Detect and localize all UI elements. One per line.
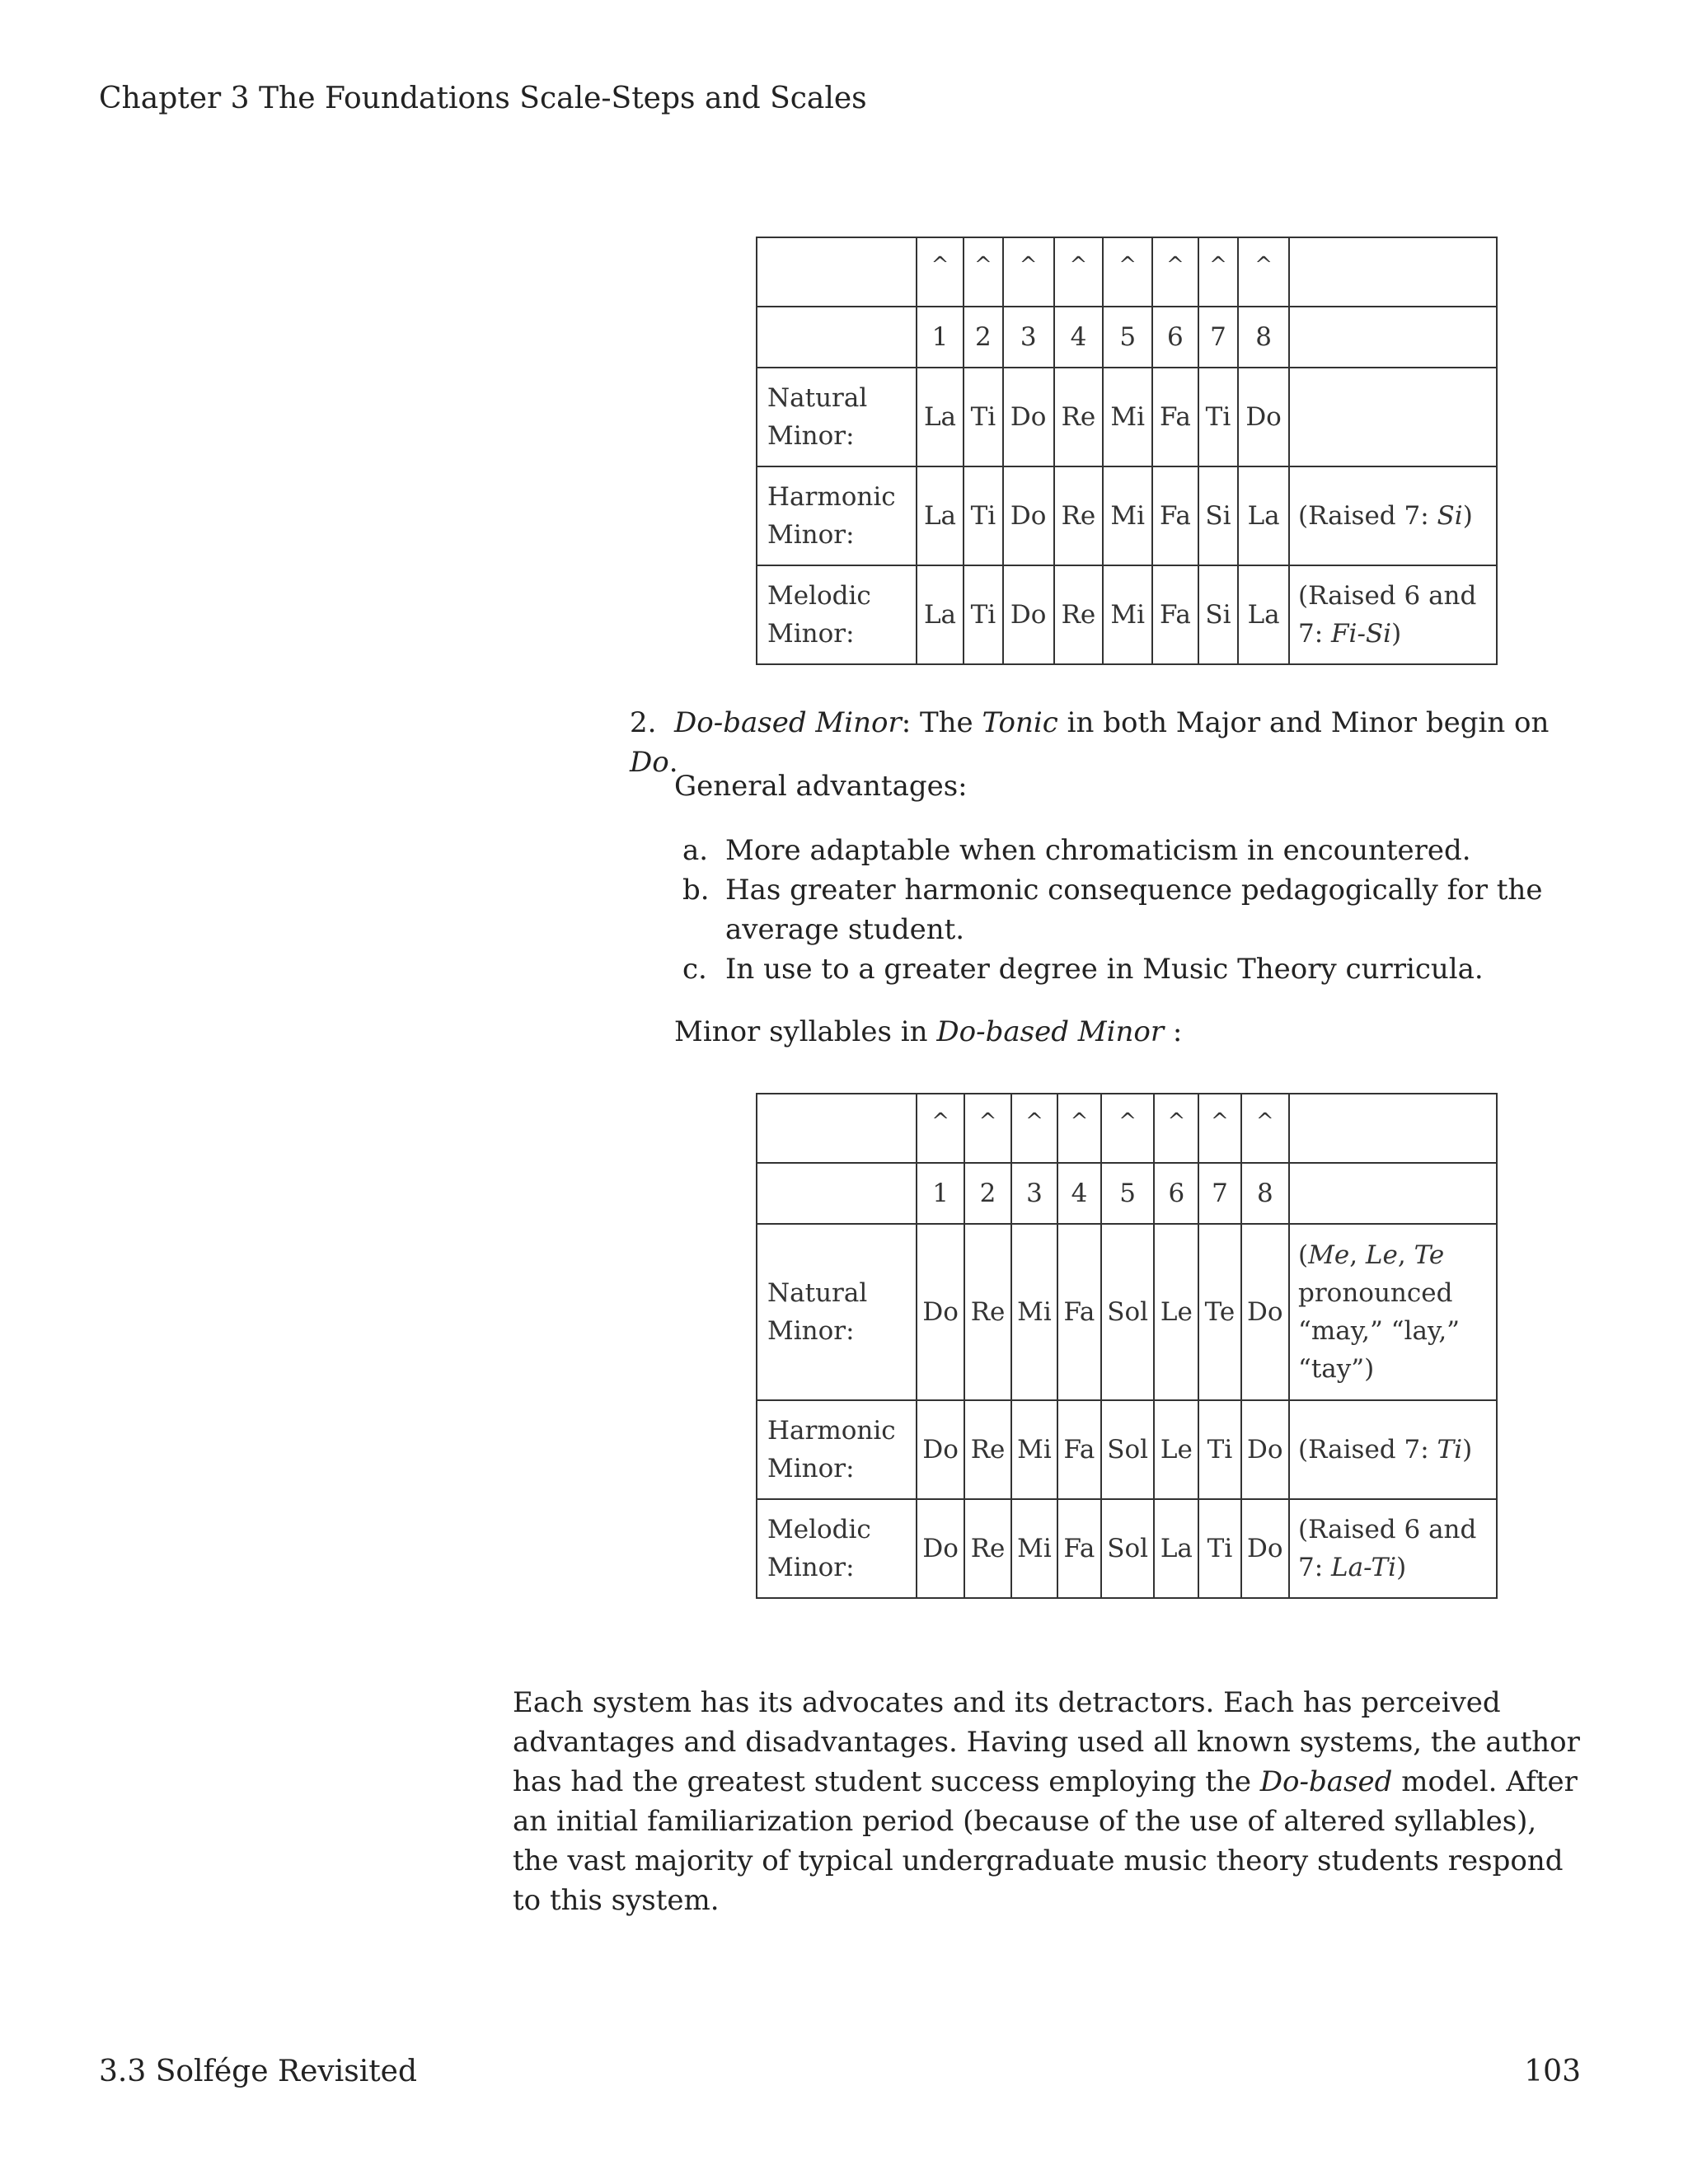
page-number: 103 [1524,2055,1581,2088]
syllable-cell: La [1238,466,1289,565]
syllable-cell: La [917,565,964,664]
caret-cell: ^ [1011,1094,1057,1163]
syllable-cell: La [917,466,964,565]
natural-minor-row [757,1224,1497,1400]
syllable-cell: Mi [1103,368,1152,466]
footer-section-title: 3.3 Solfége Revisited [99,2055,418,2088]
syllable-cell: Re [1054,466,1104,565]
degree-cell: 8 [1241,1163,1289,1224]
caret-cell: ^ [1154,1094,1198,1163]
syllable-cell: Do [1003,565,1054,664]
syllable-cell: Re [1054,368,1104,466]
syllable-cell: Ti [964,565,1003,664]
syllable-cell: Te [1198,1224,1240,1400]
caret-cell: ^ [917,1094,964,1163]
caret-cell: ^ [1054,237,1104,307]
syllable-cell: Do [917,1400,964,1499]
syllable-cell: Ti [1198,1400,1240,1499]
syllable-cell: Ti [1198,368,1238,466]
degree-cell: 1 [917,307,964,368]
melodic-minor-row [757,1499,1497,1598]
syllable-cell: Mi [1103,565,1152,664]
caret-cell: ^ [917,237,964,307]
syllable-cell: Fa [1152,466,1198,565]
syllable-cell: Ti [1198,1499,1240,1598]
term: Do-based Minor [674,706,902,739]
degree-cell: 3 [1011,1163,1057,1224]
syllable-cell: Fa [1152,565,1198,664]
empty-cell [757,307,917,368]
caret-cell: ^ [1241,1094,1289,1163]
row-label: Harmonic Minor: [757,1400,917,1499]
degree-cell: 5 [1103,307,1152,368]
degree-row [757,307,1497,368]
note-cell: (Raised 7: Ti) [1289,1400,1497,1499]
degree-cell: 1 [917,1163,964,1224]
empty-cell [757,237,917,307]
syllable-cell: Do [917,1224,964,1400]
closing-paragraph: Each system has its advocates and its detractors. Each has perceived advantages and disadvantages. Having used all known systems, the author has had the greatest student success employing the Do-based model. After an initial familiarization period (because of the use of altered syllables), the vast majority of typical undergraduate music theory students respond to this system. [513,1686,1580,1917]
degree-cell: 7 [1198,1163,1240,1224]
running-head: Chapter 3 The Foundations Scale-Steps and Scales [99,82,867,115]
degree-cell: 8 [1238,307,1289,368]
list-item: c. In use to a greater degree in Music Theory curricula. [682,953,1484,986]
caret-row [757,1094,1497,1163]
syllable-cell: Sol [1101,1499,1155,1598]
syllable-cell: Sol [1101,1400,1155,1499]
syllable-cell: Si [1198,565,1238,664]
syllable-cell: Sol [1101,1224,1155,1400]
syllable-cell: Mi [1011,1224,1057,1400]
harmonic-minor-row [757,1400,1497,1499]
do-term: Do [630,746,669,779]
advantages-list [674,831,1581,989]
empty-cell [1289,237,1497,307]
note-cell: (Raised 6 and 7: La-Ti) [1289,1499,1497,1598]
note-cell: (Raised 7: Si) [1289,466,1497,565]
la-based-minor-table-wrap [756,237,1498,665]
syllable-cell: Re [964,1400,1010,1499]
syllable-cell: Do [1241,1400,1289,1499]
harmonic-minor-row [757,466,1497,565]
empty-cell [1289,307,1497,368]
row-label: Harmonic Minor: [757,466,917,565]
syllable-cell: Do [917,1499,964,1598]
syllable-cell: Le [1154,1224,1198,1400]
list-number: 2. [630,706,657,739]
syllable-cell: Si [1198,466,1238,565]
degree-row [757,1163,1497,1224]
empty-cell [1289,1094,1497,1163]
advantages-heading: General advantages: [674,770,968,803]
syllable-cell: Fa [1057,1224,1101,1400]
syllable-cell: Fa [1057,1499,1101,1598]
note-cell [1289,368,1497,466]
syllable-cell: Do [1003,466,1054,565]
syllable-cell: Mi [1103,466,1152,565]
caret-cell: ^ [1003,237,1054,307]
syllable-cell: Re [964,1499,1010,1598]
row-label: Melodic Minor: [757,1499,917,1598]
degree-cell: 6 [1152,307,1198,368]
syllable-cell: La [917,368,964,466]
degree-cell: 2 [964,1163,1010,1224]
syllable-cell: Fa [1152,368,1198,466]
row-label: Natural Minor: [757,368,917,466]
degree-cell: 2 [964,307,1003,368]
degree-cell: 4 [1054,307,1104,368]
caret-cell: ^ [1238,237,1289,307]
do-based-minor-table [756,1093,1498,1599]
caret-cell: ^ [964,237,1003,307]
caret-cell: ^ [1057,1094,1101,1163]
degree-cell: 5 [1101,1163,1155,1224]
row-label: Natural Minor: [757,1224,917,1400]
list-item: a. More adaptable when chromaticism in encountered. [682,834,1471,867]
syllable-cell: Mi [1011,1499,1057,1598]
caret-cell: ^ [1152,237,1198,307]
syllable-cell: La [1154,1499,1198,1598]
syllable-cell: La [1238,565,1289,664]
syllable-cell: Do [1003,368,1054,466]
syllable-cell: Ti [964,368,1003,466]
syllable-cell: Le [1154,1400,1198,1499]
syllable-cell: Do [1241,1224,1289,1400]
list-item-do-based-minor: 2. Do-based Minor: The Tonic in both Major and Minor begin on Do. [630,703,1602,782]
syllable-cell: Do [1238,368,1289,466]
note-cell: (Me, Le, Te pronounced “may,” “lay,” “tay”) [1289,1224,1497,1400]
degree-cell: 4 [1057,1163,1101,1224]
caret-cell: ^ [1101,1094,1155,1163]
degree-cell: 3 [1003,307,1054,368]
syllable-cell: Do [1241,1499,1289,1598]
syllable-cell: Re [1054,565,1104,664]
empty-cell [757,1163,917,1224]
minor-syllables-intro: Minor syllables in Do-based Minor : [674,1015,1183,1048]
caret-row [757,237,1497,307]
empty-cell [757,1094,917,1163]
list-item: b. Has greater harmonic consequence pedagogically for the average student. [682,874,1543,946]
row-label: Melodic Minor: [757,565,917,664]
caret-cell: ^ [964,1094,1010,1163]
syllable-cell: Mi [1011,1400,1057,1499]
degree-cell: 7 [1198,307,1238,368]
syllable-cell: Fa [1057,1400,1101,1499]
la-based-minor-table [756,237,1498,665]
tonic-term: Tonic [982,706,1058,739]
melodic-minor-row [757,565,1497,664]
syllable-cell: Re [964,1224,1010,1400]
do-based-minor-table-wrap [756,1093,1498,1599]
note-cell: (Raised 6 and 7: Fi-Si) [1289,565,1497,664]
natural-minor-row [757,368,1497,466]
syllable-cell: Ti [964,466,1003,565]
caret-cell: ^ [1198,1094,1240,1163]
caret-cell: ^ [1103,237,1152,307]
caret-cell: ^ [1198,237,1238,307]
degree-cell: 6 [1154,1163,1198,1224]
empty-cell [1289,1163,1497,1224]
